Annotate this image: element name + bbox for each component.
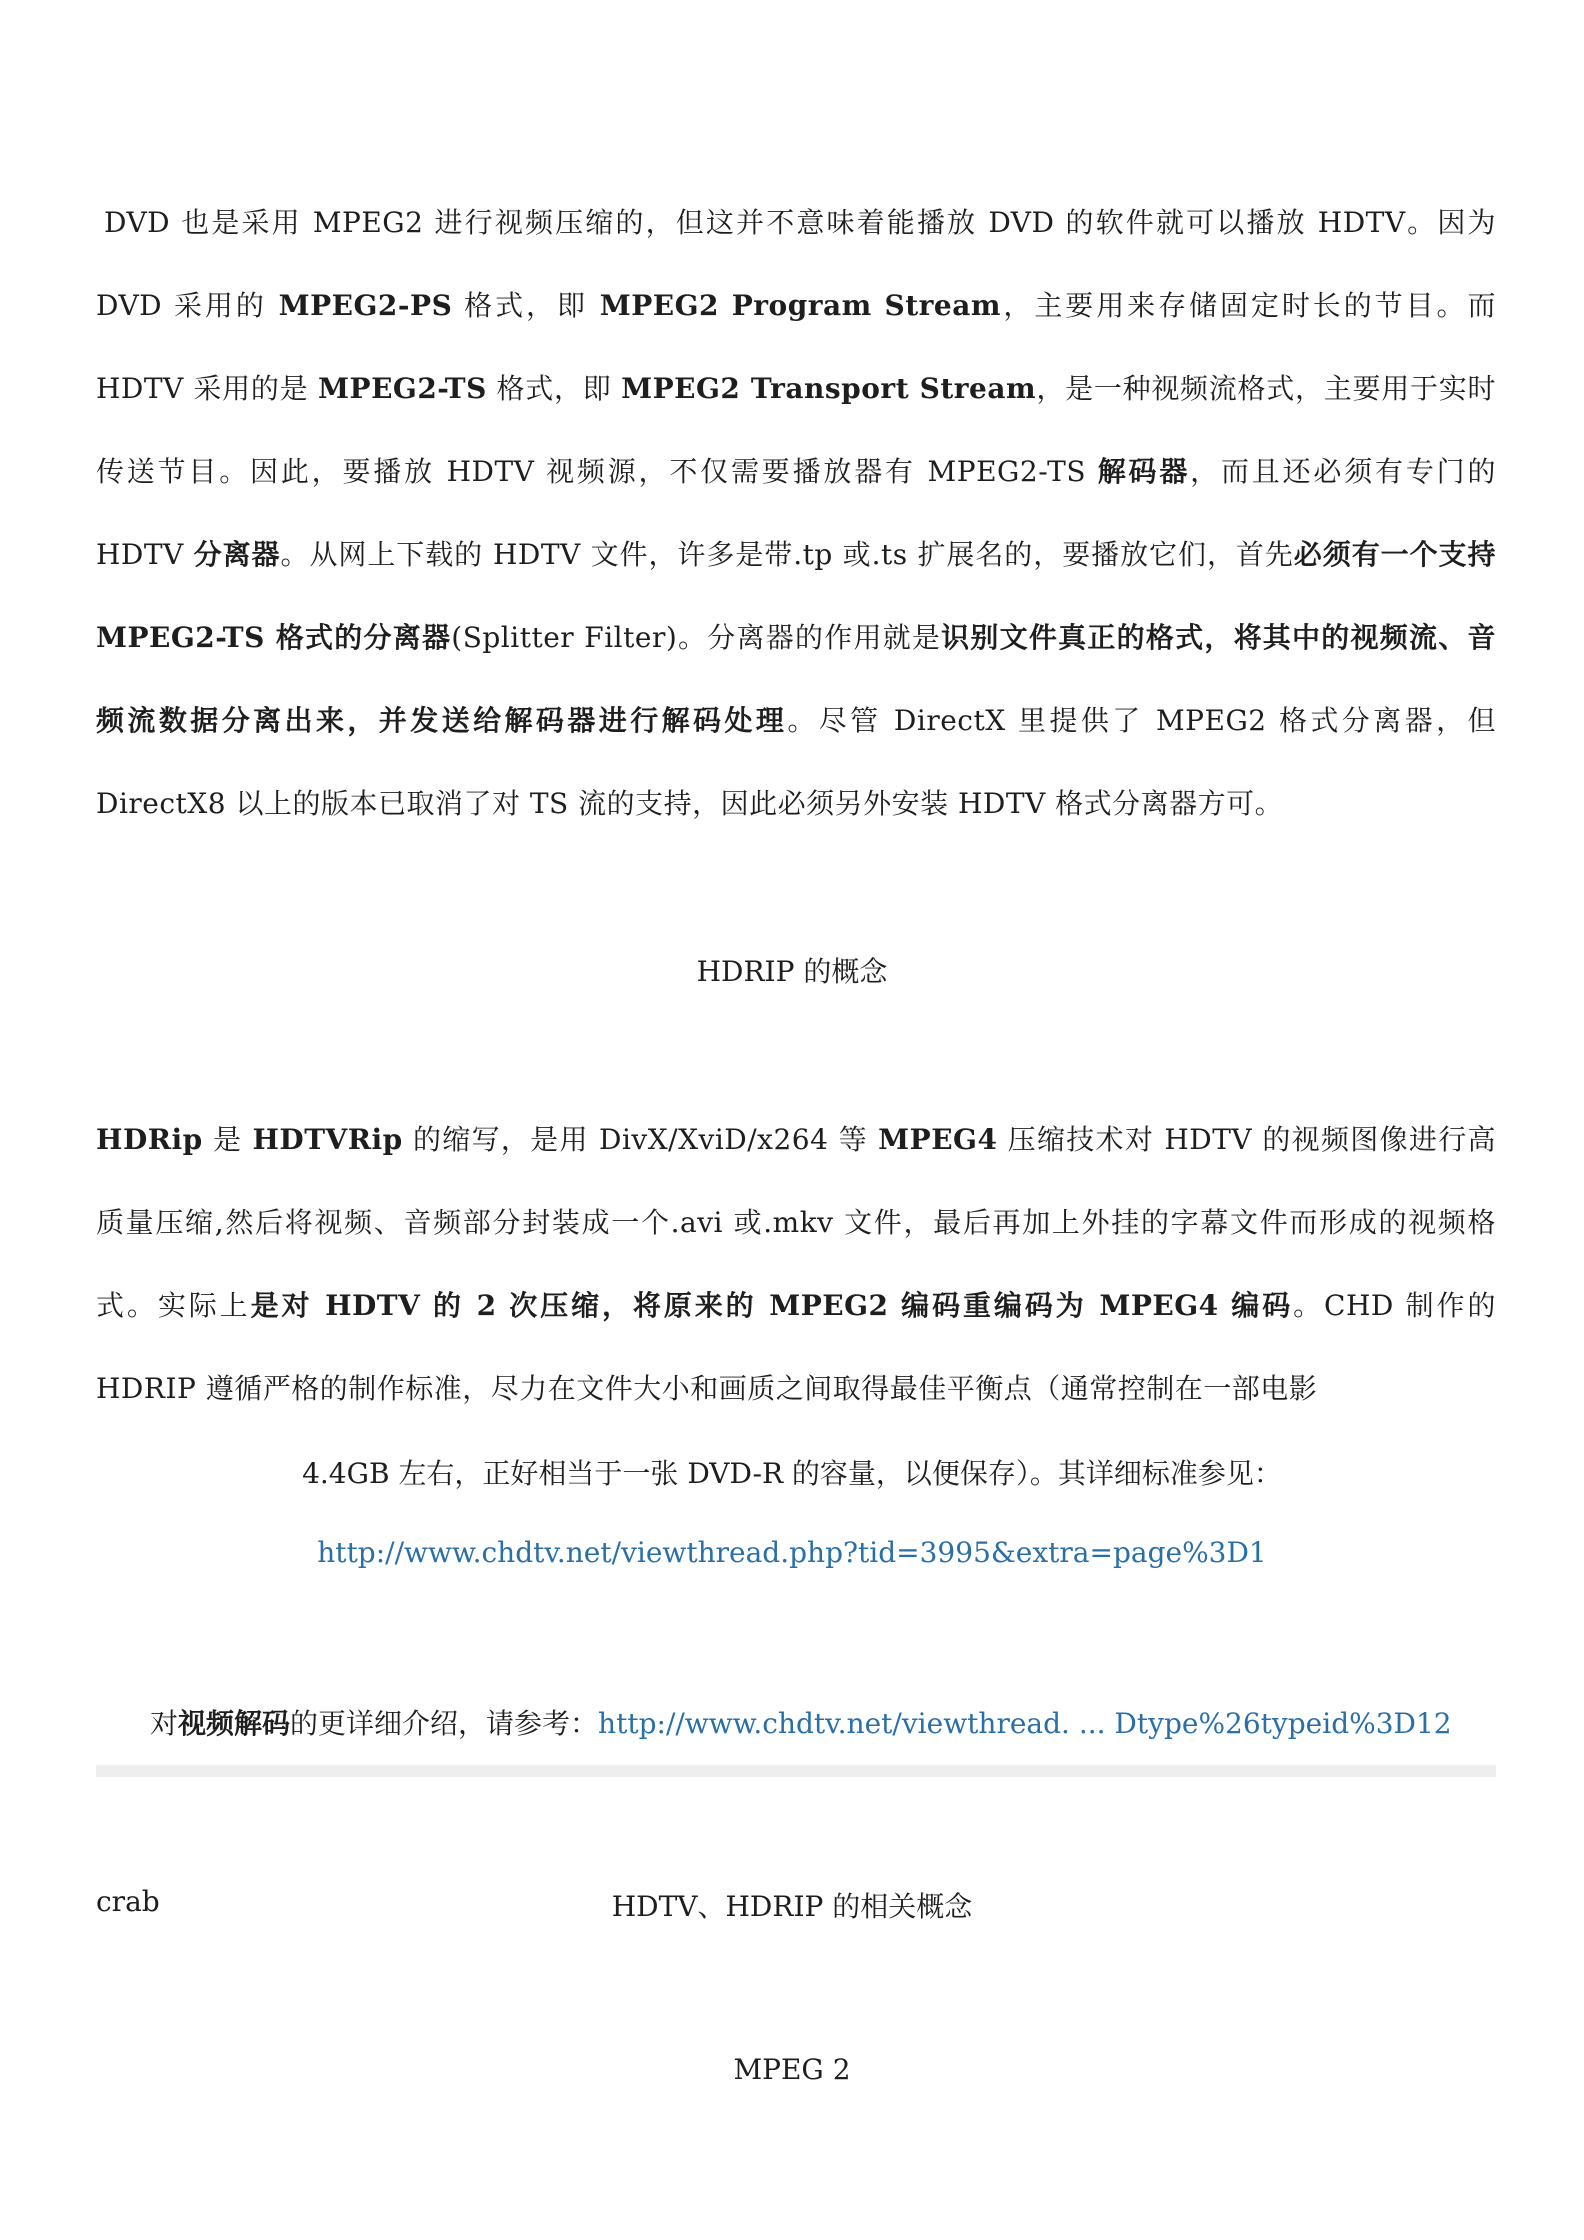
bold-run: MPEG4 xyxy=(878,1123,998,1156)
text-run: 。CHD 制作的 HDRIP 遵循严格的制作标准，尽力在文件大小和画质之间取得最佳平衡点（通常控制在一部电影 xyxy=(96,1289,1496,1405)
text-run: DVD 也是采用 MPEG2 进行视频压缩的，但这并不意味着能播放 DVD 的软件就可以播放 HDTV。因为 DVD 采用的 xyxy=(96,206,1496,322)
hdrip-paragraph-last-line: 4.4GB 左右，正好相当于一张 DVD-R 的容量，以便保存）。其详细标准参见： xyxy=(302,1457,1282,1490)
text-run: 的缩写，是用 DivX/XviD/x264 等 xyxy=(402,1123,879,1156)
bold-run: 是对 HDTV 的 2 次压缩，将原来的 MPEG2 编码重编码为 MPEG4 编码 xyxy=(250,1289,1294,1322)
text-run: (Splitter Filter)。分离器的作用就是 xyxy=(451,621,942,654)
text-run: 对 xyxy=(150,1707,179,1740)
bold-run: 必须有一个支持 MPEG2-TS 格式的分离器 xyxy=(96,538,1496,654)
bold-run: 视频解码 xyxy=(178,1707,291,1740)
video-decoding-reference xyxy=(150,1702,1450,1742)
section-divider xyxy=(96,1765,1496,1777)
text-run: ，是一种视频流格式，主要用于实时传送节目。因此，要播放 HDTV 视频源，不仅需要播放器有 MPEG2-TS xyxy=(96,372,1496,488)
text-run: ，主要用来存储固定时长的节目。而 HDTV 采用的是 xyxy=(96,289,1496,405)
section-heading-mpeg2: MPEG 2 xyxy=(733,2053,851,2086)
text-run: 的更详细介绍，请参考： xyxy=(290,1707,599,1740)
bold-run: MPEG2 Transport Stream xyxy=(621,372,1037,405)
footer-document-title: HDTV、HDRIP 的相关概念 xyxy=(611,1890,973,1923)
bold-run: MPEG2-PS xyxy=(278,289,453,322)
text-run: 压缩技术对 HDTV 的视频图像进行高质量压缩,然后将视频、音频部分封装成一个.avi 或.mkv 文件，最后再加上外挂的字幕文件而形成的视频格式。实际上 xyxy=(96,1123,1496,1322)
text-run: 格式，即 xyxy=(486,372,622,405)
bold-run: 识别文件真正的格式，将其中的视频流、音频流数据分离出来，并发送给解码器进行解码处理 xyxy=(96,621,1496,737)
bold-run: HDTVRip xyxy=(252,1123,403,1156)
bold-run: HDRip xyxy=(96,1123,203,1156)
footer-author: crab xyxy=(96,1885,160,1918)
bold-run: MPEG2 Program Stream xyxy=(599,289,1001,322)
hdrip-standard-link[interactable]: http://www.chdtv.net/viewthread.php?tid=3995&extra=page%3D1 xyxy=(317,1536,1267,1569)
video-decoding-link[interactable]: http://www.chdtv.net/viewthread. ... Dtype%26typeid%3D12 xyxy=(598,1707,1452,1740)
bold-run: MPEG2-TS xyxy=(318,372,487,405)
bold-run: 解码器 xyxy=(1097,455,1191,488)
hdtv-paragraph xyxy=(96,181,1496,845)
text-run: 是 xyxy=(202,1123,253,1156)
section-heading-hdrip: HDRIP 的概念 xyxy=(696,955,888,988)
bold-run: 分离器 xyxy=(193,538,281,571)
text-run: 。尽管 DirectX 里提供了 MPEG2 格式分离器，但 DirectX8 以上的版本已取消了对 TS 流的支持，因此必须另外安装 HDTV 格式分离器方可。 xyxy=(96,704,1496,820)
hdrip-paragraph xyxy=(96,1098,1496,1430)
text-run: ，而且还必须有专门的 HDTV xyxy=(96,455,1496,571)
hdrip-standard-link-row xyxy=(0,1536,1584,1569)
text-run: 。从网上下载的 HDTV 文件，许多是带.tp 或.ts 扩展名的，要播放它们，首先 xyxy=(280,538,1294,571)
text-run: 格式，即 xyxy=(452,289,600,322)
